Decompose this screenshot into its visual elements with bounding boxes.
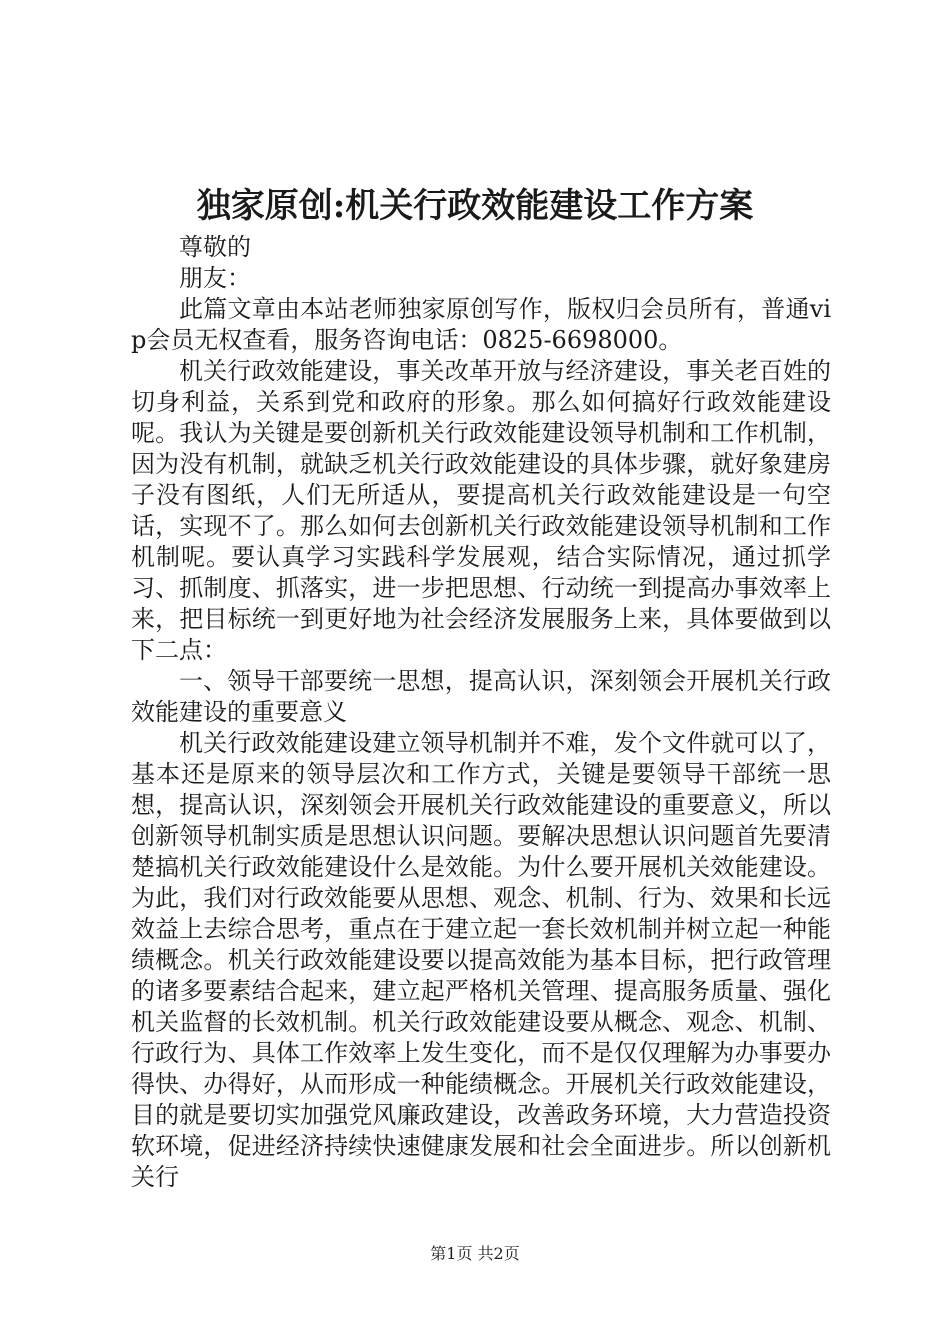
page-number-footer: 第1页 共2页 [430, 1244, 520, 1263]
document-body [131, 232, 831, 1193]
salutation-line-1: 尊敬的 [179, 233, 251, 261]
intro-paragraph: 机关行政效能建设，事关改革开放与经济建设，事关老百姓的切身利益，关系到党和政府的形象。那么如何搞好行政效能建设呢。我认为关键是要创新机关行政效能建设领导机制和工作机制，因为没有机制，就缺乏机关行政效能建设的具体步骤，就好象建房子没有图纸，人们无所适从，要提高机关行政效能建设是一句空话，实现不了。那么如何去创新机关行政效能建设领导机制和工作机制呢。要认真学习实践科学发展观，结合实际情况，通过抓学习、抓制度、抓落实，进一步把思想、行动统一到提高办事效率上来，把目标统一到更好地为社会经济发展服务上来，具体要做到以下二点： [131, 357, 831, 664]
section-heading-1: 一、领导干部要统一思想，提高认识，深刻领会开展机关行政效能建设的重要意义 [131, 667, 831, 726]
copyright-notice-paragraph: 此篇文章由本站老师独家原创写作，版权归会员所有，普通vip会员无权查看，服务咨询电话：0825-6698000。 [131, 295, 831, 354]
salutation-line-2: 朋友： [179, 264, 251, 292]
document-title: 独家原创:机关行政效能建设工作方案 [196, 186, 754, 226]
section-1-body-paragraph: 机关行政效能建设建立领导机制并不难，发个文件就可以了，基本还是原来的领导层次和工作方式，关键是要领导干部统一思想，提高认识，深刻领会开展机关行政效能建设的重要意义，所以创新领导机制实质是思想认识问题。要解决思想认识问题首先要清楚搞机关行政效能建设什么是效能。为什么要开展机关效能建设。为此，我们对行政效能要从思想、观念、机制、行为、效果和长远效益上去综合思考，重点在于建立起一套长效机制并树立起一种能绩概念。机关行政效能建设要以提高效能为基本目标，把行政管理的诸多要素结合起来，建立起严格机关管理、提高服务质量、强化机关监督的长效机制。机关行政效能建设要从概念、观念、机制、行政行为、具体工作效率上发生变化，而不是仅仅理解为办事要办得快、办得好，从而形成一种能绩概念。开展机关行政效能建设，目的就是要切实加强党风廉政建设，改善政务环境，大力营造投资软环境，促进经济持续快速健康发展和社会全面进步。所以创新机关行 [131, 729, 831, 1191]
